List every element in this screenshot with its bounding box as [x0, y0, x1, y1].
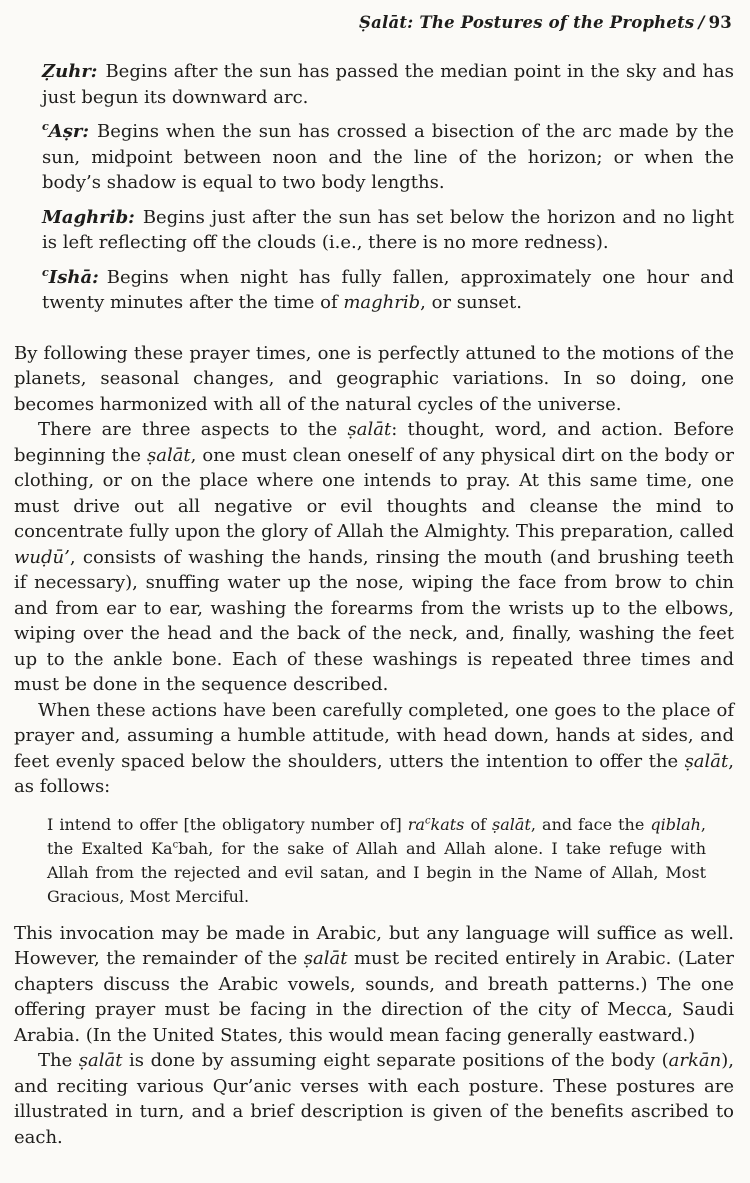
- definition-text-zuhr: [42, 61, 734, 108]
- text-run: This invocation may be made in Arabic, but any language will suffice as well. However, the remainder of the: [14, 922, 734, 969]
- prayer-name-isha: [42, 267, 99, 288]
- text-run: Aṣr:: [48, 121, 90, 142]
- text-run: ), and reciting various Qur’anic verses with each posture. These postures are illustrated in turn, and a brief description is given of the benefits ascribed to each.: [14, 1050, 734, 1148]
- text-run: wuḍū’: [14, 546, 70, 568]
- text-run: : thought, word, and action. Before beginning the: [14, 419, 734, 466]
- text-run: ṣalāt: [347, 419, 392, 440]
- text-run: Ishā:: [48, 266, 99, 288]
- prayer-name-zuhr: [42, 61, 97, 82]
- text-run: , the Exalted Ka: [47, 814, 706, 858]
- paragraph-three-aspects-wudu: [14, 417, 734, 698]
- definition-text-maghrib: [42, 207, 734, 254]
- text-run: c: [42, 120, 49, 133]
- text-run: , as follows:: [14, 750, 734, 797]
- paragraph-prayer-times-benefits: [14, 341, 734, 418]
- text-run: , and face the: [530, 814, 651, 834]
- header-separator: /: [698, 13, 705, 32]
- page-body: [14, 341, 734, 1151]
- text-run: must be recited entirely in Arabic. (Later chapters discuss the Arabic vowels, sounds, and breath patterns.) The one offering prayer must be facing in the direction of the city of Mecca, Saudi Arabia. (In the United States, this would mean facing generally eastward.): [14, 948, 734, 1046]
- text-run: ṣalāt: [78, 1050, 123, 1071]
- text-run: ṣalāt: [684, 750, 729, 772]
- running-header: [14, 13, 734, 32]
- text-run: kats: [430, 814, 465, 834]
- definition-zuhr: [42, 59, 734, 110]
- text-run: Begins after the sun has passed the median point in the sky and has just begun its downward arc.: [42, 61, 734, 108]
- text-run: arkān: [668, 1050, 722, 1071]
- text-run: When these actions have been carefully completed, one goes to the place of prayer and, assuming a humble attitude, with head down, hands at sides, and feet evenly spaced below the shoulders, utters the intention to offer the: [14, 699, 734, 772]
- prayer-times-list: [42, 59, 734, 316]
- paragraph-invocation-language: [14, 921, 734, 1049]
- definition-asr: [42, 119, 734, 196]
- paragraph-eight-positions: [14, 1048, 734, 1150]
- text-run: maghrib: [343, 292, 421, 313]
- text-run: ṣalāt: [303, 948, 348, 969]
- definition-text-asr: [42, 121, 734, 193]
- text-run: Maghrib:: [42, 206, 135, 228]
- definition-maghrib: [42, 205, 734, 256]
- text-run: There are three aspects to the: [38, 419, 348, 440]
- chapter-title: Ṣalāt: The Postures of the Prophets: [358, 13, 695, 32]
- text-run: c: [424, 815, 431, 827]
- page-number: 93: [708, 13, 732, 32]
- text-run: Begins just after the sun has set below the horizon and no light is left reflecting off the clouds (i.e., there is no more redness).: [42, 206, 734, 253]
- prayer-name-asr: [42, 121, 89, 142]
- text-run: of: [464, 814, 493, 834]
- text-run: I intend to offer [the obligatory number of]: [47, 814, 408, 834]
- prayer-name-maghrib: [42, 207, 135, 228]
- text-run: ṣalāt: [146, 444, 191, 466]
- text-run: The: [38, 1050, 79, 1071]
- paragraph-intention-setup: [14, 698, 734, 800]
- text-run: is done by assuming eight separate positions of the body (: [122, 1050, 669, 1071]
- text-run: By following these prayer times, one is perfectly attuned to the motions of the planets, seasonal changes, and geographic variations. In so doing, one becomes harmonized with all of the natural cycles of the universe.: [14, 342, 734, 415]
- text-run: ra: [407, 814, 425, 834]
- definition-text-isha: [42, 267, 734, 314]
- text-run: , one must clean oneself of any physical dirt on the body or clothing, or on the place where one intends to pray. At this same time, one must drive out all negative or evil thoughts and cleanse the mind to concentrate fully upon the glory of Allah the Almighty. This preparation, called: [14, 444, 734, 542]
- text-run: Begins when night has fully fallen, approximately one hour and twenty minutes after the time of: [42, 266, 734, 313]
- text-run: Ẓuhr:: [42, 61, 98, 82]
- definition-isha: [42, 265, 734, 316]
- text-run: Begins when the sun has crossed a bisection of the arc made by the sun, midpoint between noon and the line of the horizon; or when the body’s shadow is equal to two body lengths.: [42, 121, 734, 193]
- text-run: bah, for the sake of Allah and Allah alone. I take refuge with Allah from the rejected and evil satan, and I begin in the Name of Allah, Most Gracious, Most Merciful.: [47, 838, 706, 906]
- intention-blockquote: [47, 813, 706, 909]
- text-run: c: [172, 839, 179, 851]
- text-run: ṣalāt: [492, 814, 531, 834]
- text-run: , consists of washing the hands, rinsing the mouth (and brushing teeth if necessary), snuffing water up the nose, wiping the face from brow to chin and from ear to ear, washing the forearms from the wrists up to the elbows, wiping over the head and the back of the neck, and, finally, washing the feet up to the ankle bone. Each of these washings is repeated three times and must be done in the sequence described.: [14, 546, 734, 695]
- text-run: , or sunset.: [420, 292, 523, 313]
- text-run: c: [42, 265, 49, 279]
- text-run: qiblah: [650, 814, 701, 834]
